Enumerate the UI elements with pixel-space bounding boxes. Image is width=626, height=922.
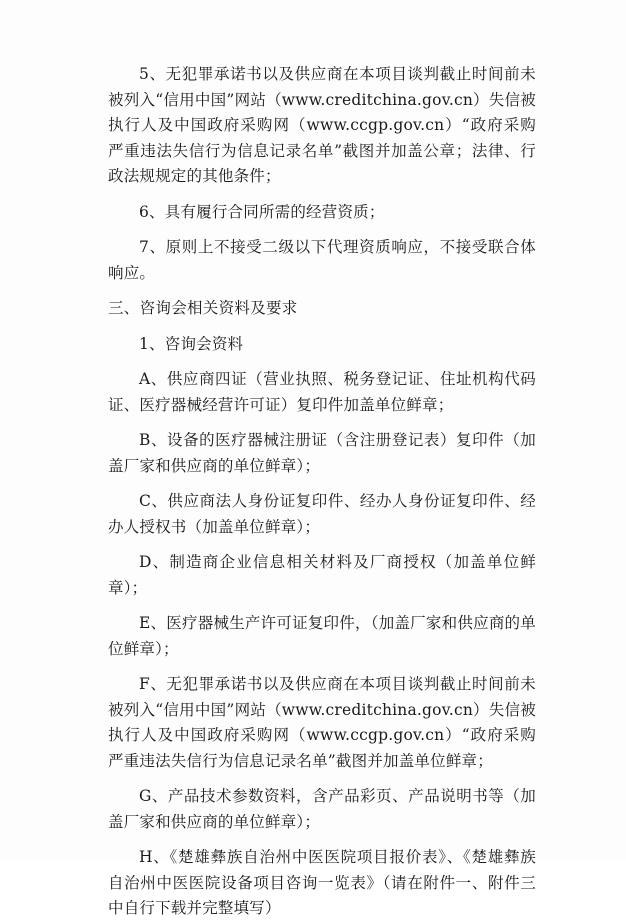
paragraph-item-7: 7、原则上不接受二级以下代理资质响应，不接受联合体响应。 (108, 238, 536, 282)
paragraph-item-a: A、供应商四证（营业执照、税务登记证、住址机构代码证、医疗器械经营许可证）复印件加盖单位鲜章； (108, 370, 536, 414)
paragraph-item-h: H、《楚雄彝族自治州中医医院项目报价表》、《楚雄彝族自治州中医医院设备项目咨询一览表》（请在附件一、附件三中自行下载并完整填写） (108, 848, 536, 917)
document-body (108, 62, 536, 922)
paragraph-item-e: E、医疗器械生产许可证复印件，（加盖厂家和供应商的单位鲜章）； (108, 614, 536, 658)
paragraph-item-6: 6、具有履行合同所需的经营资质； (139, 202, 385, 221)
paragraph-item-g: G、产品技术参数资料，含产品彩页、产品说明书等（加盖厂家和供应商的单位鲜章）； (108, 787, 536, 831)
paragraph-item-c: C、供应商法人身份证复印件、经办人身份证复印件、经办人授权书（加盖单位鲜章）； (108, 492, 536, 536)
paragraph-item-d: D、制造商企业信息相关材料及厂商授权（加盖单位鲜章）； (108, 553, 536, 597)
paragraph-item-b: B、设备的医疗器械注册证（含注册登记表）复印件（加盖厂家和供应商的单位鲜章）； (108, 431, 536, 475)
paragraph-item-f: F、无犯罪承诺书以及供应商在本项目谈判截止时间前未被列入“信用中国”网站（www.creditchina.gov.cn）失信被执行人及中国政府采购网（www.ccgp.gov.cn）“政府采购严重违法失信行为信息记录名单”截图并加盖单位鲜章； (108, 675, 536, 770)
paragraph-subheading-1: 1、咨询会资料 (139, 334, 244, 353)
paragraph-item-5: 5、无犯罪承诺书以及供应商在本项目谈判截止时间前未被列入“信用中国”网站（www.creditchina.gov.cn）失信被执行人及中国政府采购网（www.ccgp.gov.cn）“政府采购严重违法失信行为信息记录名单”截图并加盖公章；法律、行政法规规定的其他条件； (108, 65, 536, 185)
section-heading-3: 三、咨询会相关资料及要求 (108, 299, 298, 317)
